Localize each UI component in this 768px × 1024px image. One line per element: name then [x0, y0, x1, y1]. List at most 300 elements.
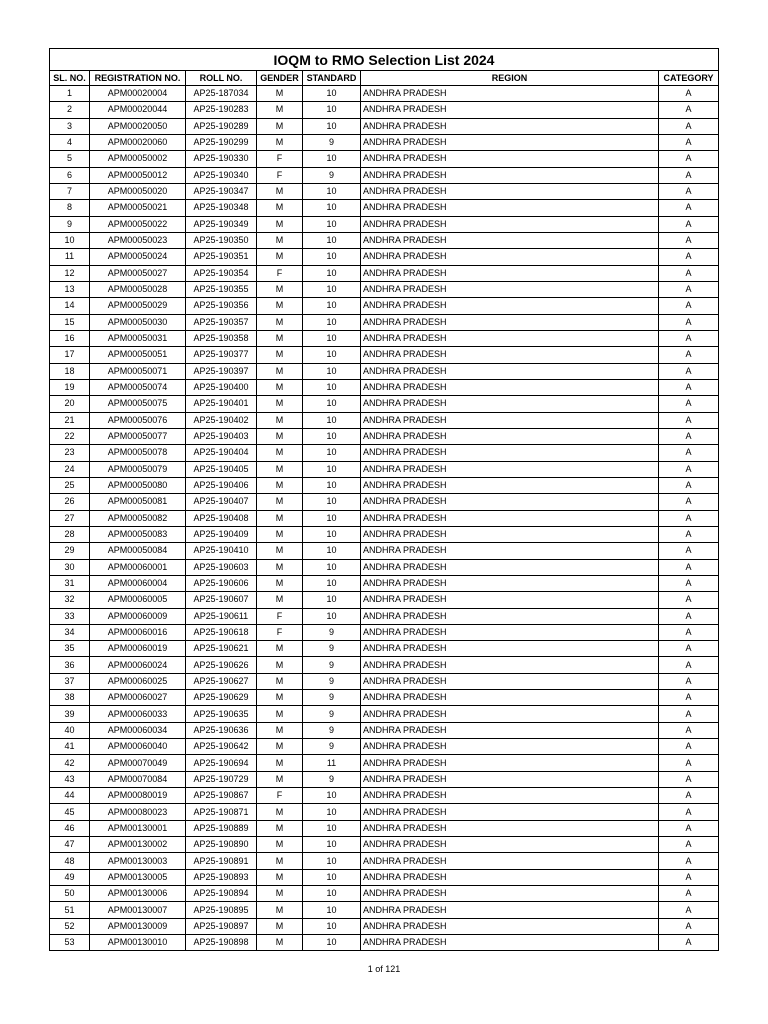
cell-category: A — [659, 837, 719, 853]
cell-roll-no: AP25-190406 — [186, 477, 257, 493]
cell-category: A — [659, 559, 719, 575]
cell-category: A — [659, 771, 719, 787]
selection-list-sheet — [49, 48, 718, 951]
cell-standard: 10 — [303, 902, 361, 918]
cell-standard: 9 — [303, 624, 361, 640]
cell-sl-no: 8 — [50, 200, 90, 216]
cell-gender: F — [257, 151, 303, 167]
cell-region: ANDHRA PRADESH — [361, 249, 659, 265]
cell-sl-no: 39 — [50, 706, 90, 722]
cell-roll-no: AP25-187034 — [186, 86, 257, 102]
cell-registration-no: APM00060005 — [90, 592, 186, 608]
cell-registration-no: APM00050078 — [90, 445, 186, 461]
cell-sl-no: 11 — [50, 249, 90, 265]
cell-registration-no: APM00050084 — [90, 543, 186, 559]
cell-standard: 10 — [303, 918, 361, 934]
cell-registration-no: APM00050080 — [90, 477, 186, 493]
cell-registration-no: APM00050079 — [90, 461, 186, 477]
cell-sl-no: 23 — [50, 445, 90, 461]
cell-category: A — [659, 167, 719, 183]
cell-category: A — [659, 314, 719, 330]
cell-region: ANDHRA PRADESH — [361, 902, 659, 918]
cell-category: A — [659, 428, 719, 444]
table-row — [50, 869, 719, 885]
cell-registration-no: APM00050002 — [90, 151, 186, 167]
cell-gender: M — [257, 379, 303, 395]
cell-registration-no: APM00060001 — [90, 559, 186, 575]
cell-gender: M — [257, 592, 303, 608]
cell-registration-no: APM00050030 — [90, 314, 186, 330]
cell-standard: 10 — [303, 869, 361, 885]
cell-sl-no: 32 — [50, 592, 90, 608]
cell-standard: 10 — [303, 363, 361, 379]
cell-sl-no: 1 — [50, 86, 90, 102]
cell-standard: 9 — [303, 641, 361, 657]
cell-gender: M — [257, 543, 303, 559]
selection-table — [49, 48, 719, 951]
cell-sl-no: 22 — [50, 428, 90, 444]
cell-sl-no: 36 — [50, 657, 90, 673]
cell-category: A — [659, 788, 719, 804]
cell-registration-no: APM00130005 — [90, 869, 186, 885]
cell-standard: 9 — [303, 690, 361, 706]
cell-region: ANDHRA PRADESH — [361, 477, 659, 493]
cell-gender: M — [257, 428, 303, 444]
cell-category: A — [659, 641, 719, 657]
table-row — [50, 853, 719, 869]
cell-sl-no: 48 — [50, 853, 90, 869]
cell-region: ANDHRA PRADESH — [361, 837, 659, 853]
cell-category: A — [659, 673, 719, 689]
cell-category: A — [659, 347, 719, 363]
cell-sl-no: 19 — [50, 379, 90, 395]
cell-category: A — [659, 918, 719, 934]
cell-category: A — [659, 575, 719, 591]
cell-roll-no: AP25-190330 — [186, 151, 257, 167]
cell-standard: 10 — [303, 298, 361, 314]
cell-roll-no: AP25-190642 — [186, 739, 257, 755]
cell-roll-no: AP25-190289 — [186, 118, 257, 134]
cell-standard: 9 — [303, 706, 361, 722]
table-row — [50, 298, 719, 314]
cell-sl-no: 20 — [50, 396, 90, 412]
cell-region: ANDHRA PRADESH — [361, 200, 659, 216]
table-row — [50, 706, 719, 722]
cell-category: A — [659, 461, 719, 477]
cell-registration-no: APM00070084 — [90, 771, 186, 787]
cell-sl-no: 38 — [50, 690, 90, 706]
cell-roll-no: AP25-190603 — [186, 559, 257, 575]
cell-registration-no: APM00050029 — [90, 298, 186, 314]
cell-category: A — [659, 820, 719, 836]
cell-registration-no: APM00060024 — [90, 657, 186, 673]
cell-category: A — [659, 755, 719, 771]
cell-standard: 9 — [303, 739, 361, 755]
cell-region: ANDHRA PRADESH — [361, 265, 659, 281]
cell-roll-no: AP25-190890 — [186, 837, 257, 853]
cell-sl-no: 24 — [50, 461, 90, 477]
cell-gender: M — [257, 771, 303, 787]
cell-category: A — [659, 477, 719, 493]
cell-standard: 10 — [303, 804, 361, 820]
table-row — [50, 624, 719, 640]
cell-sl-no: 29 — [50, 543, 90, 559]
cell-registration-no: APM00080019 — [90, 788, 186, 804]
cell-region: ANDHRA PRADESH — [361, 118, 659, 134]
cell-sl-no: 30 — [50, 559, 90, 575]
table-row — [50, 739, 719, 755]
table-row — [50, 608, 719, 624]
cell-category: A — [659, 298, 719, 314]
cell-region: ANDHRA PRADESH — [361, 298, 659, 314]
cell-region: ANDHRA PRADESH — [361, 281, 659, 297]
cell-sl-no: 15 — [50, 314, 90, 330]
cell-sl-no: 25 — [50, 477, 90, 493]
table-row — [50, 167, 719, 183]
cell-sl-no: 44 — [50, 788, 90, 804]
cell-roll-no: AP25-190358 — [186, 330, 257, 346]
cell-registration-no: APM00050021 — [90, 200, 186, 216]
table-row — [50, 690, 719, 706]
cell-registration-no: APM00050051 — [90, 347, 186, 363]
cell-roll-no: AP25-190356 — [186, 298, 257, 314]
cell-roll-no: AP25-190729 — [186, 771, 257, 787]
cell-registration-no: APM00050027 — [90, 265, 186, 281]
cell-registration-no: APM00080023 — [90, 804, 186, 820]
cell-registration-no: APM00060040 — [90, 739, 186, 755]
cell-gender: M — [257, 706, 303, 722]
cell-region: ANDHRA PRADESH — [361, 722, 659, 738]
table-row — [50, 330, 719, 346]
cell-category: A — [659, 853, 719, 869]
cell-gender: M — [257, 118, 303, 134]
cell-sl-no: 21 — [50, 412, 90, 428]
cell-region: ANDHRA PRADESH — [361, 543, 659, 559]
cell-registration-no: APM00050071 — [90, 363, 186, 379]
cell-gender: M — [257, 347, 303, 363]
cell-sl-no: 26 — [50, 494, 90, 510]
cell-standard: 10 — [303, 347, 361, 363]
table-row — [50, 755, 719, 771]
cell-standard: 10 — [303, 265, 361, 281]
cell-region: ANDHRA PRADESH — [361, 853, 659, 869]
cell-sl-no: 28 — [50, 526, 90, 542]
cell-registration-no: APM00050012 — [90, 167, 186, 183]
cell-gender: M — [257, 657, 303, 673]
cell-gender: M — [257, 461, 303, 477]
cell-roll-no: AP25-190694 — [186, 755, 257, 771]
cell-roll-no: AP25-190621 — [186, 641, 257, 657]
cell-region: ANDHRA PRADESH — [361, 428, 659, 444]
cell-registration-no: APM00050074 — [90, 379, 186, 395]
cell-gender: M — [257, 396, 303, 412]
cell-gender: M — [257, 739, 303, 755]
cell-sl-no: 51 — [50, 902, 90, 918]
cell-roll-no: AP25-190299 — [186, 134, 257, 150]
cell-sl-no: 42 — [50, 755, 90, 771]
cell-gender: M — [257, 102, 303, 118]
cell-region: ANDHRA PRADESH — [361, 935, 659, 951]
column-header-registration-no: REGISTRATION NO. — [90, 71, 186, 86]
cell-registration-no: APM00060027 — [90, 690, 186, 706]
cell-sl-no: 17 — [50, 347, 90, 363]
cell-gender: M — [257, 86, 303, 102]
cell-region: ANDHRA PRADESH — [361, 771, 659, 787]
cell-gender: M — [257, 314, 303, 330]
cell-standard: 10 — [303, 477, 361, 493]
cell-roll-no: AP25-190611 — [186, 608, 257, 624]
cell-gender: F — [257, 265, 303, 281]
column-header-region: REGION — [361, 71, 659, 86]
cell-sl-no: 16 — [50, 330, 90, 346]
cell-category: A — [659, 494, 719, 510]
cell-roll-no: AP25-190897 — [186, 918, 257, 934]
cell-gender: F — [257, 788, 303, 804]
cell-standard: 10 — [303, 853, 361, 869]
table-row — [50, 216, 719, 232]
cell-registration-no: APM00050031 — [90, 330, 186, 346]
cell-roll-no: AP25-190402 — [186, 412, 257, 428]
cell-gender: M — [257, 134, 303, 150]
cell-registration-no: APM00050082 — [90, 510, 186, 526]
table-row — [50, 118, 719, 134]
cell-registration-no: APM00050075 — [90, 396, 186, 412]
cell-roll-no: AP25-190397 — [186, 363, 257, 379]
cell-roll-no: AP25-190400 — [186, 379, 257, 395]
table-row — [50, 641, 719, 657]
cell-roll-no: AP25-190350 — [186, 232, 257, 248]
table-row — [50, 232, 719, 248]
cell-standard: 10 — [303, 396, 361, 412]
cell-roll-no: AP25-190357 — [186, 314, 257, 330]
cell-region: ANDHRA PRADESH — [361, 788, 659, 804]
cell-sl-no: 52 — [50, 918, 90, 934]
cell-roll-no: AP25-190626 — [186, 657, 257, 673]
cell-gender: M — [257, 363, 303, 379]
cell-category: A — [659, 265, 719, 281]
cell-gender: M — [257, 935, 303, 951]
cell-registration-no: APM00060033 — [90, 706, 186, 722]
cell-region: ANDHRA PRADESH — [361, 739, 659, 755]
cell-gender: M — [257, 673, 303, 689]
cell-standard: 10 — [303, 281, 361, 297]
cell-roll-no: AP25-190636 — [186, 722, 257, 738]
cell-sl-no: 12 — [50, 265, 90, 281]
table-row — [50, 379, 719, 395]
cell-region: ANDHRA PRADESH — [361, 396, 659, 412]
column-header-roll-no: ROLL NO. — [186, 71, 257, 86]
cell-gender: F — [257, 608, 303, 624]
cell-category: A — [659, 363, 719, 379]
cell-standard: 10 — [303, 412, 361, 428]
cell-sl-no: 7 — [50, 183, 90, 199]
cell-category: A — [659, 657, 719, 673]
cell-standard: 10 — [303, 183, 361, 199]
table-body — [50, 86, 719, 951]
cell-standard: 10 — [303, 575, 361, 591]
cell-standard: 10 — [303, 461, 361, 477]
cell-category: A — [659, 183, 719, 199]
cell-sl-no: 18 — [50, 363, 90, 379]
cell-region: ANDHRA PRADESH — [361, 232, 659, 248]
table-row — [50, 722, 719, 738]
table-row — [50, 543, 719, 559]
cell-standard: 9 — [303, 167, 361, 183]
cell-region: ANDHRA PRADESH — [361, 559, 659, 575]
cell-roll-no: AP25-190871 — [186, 804, 257, 820]
cell-region: ANDHRA PRADESH — [361, 869, 659, 885]
cell-standard: 10 — [303, 428, 361, 444]
cell-standard: 9 — [303, 771, 361, 787]
cell-region: ANDHRA PRADESH — [361, 363, 659, 379]
cell-category: A — [659, 543, 719, 559]
cell-roll-no: AP25-190351 — [186, 249, 257, 265]
cell-standard: 10 — [303, 330, 361, 346]
cell-gender: M — [257, 886, 303, 902]
cell-gender: M — [257, 641, 303, 657]
cell-registration-no: APM00130010 — [90, 935, 186, 951]
cell-category: A — [659, 886, 719, 902]
cell-registration-no: APM00130001 — [90, 820, 186, 836]
cell-gender: F — [257, 624, 303, 640]
cell-standard: 10 — [303, 249, 361, 265]
table-row — [50, 477, 719, 493]
cell-roll-no: AP25-190606 — [186, 575, 257, 591]
cell-roll-no: AP25-190895 — [186, 902, 257, 918]
cell-standard: 10 — [303, 86, 361, 102]
cell-region: ANDHRA PRADESH — [361, 608, 659, 624]
cell-gender: M — [257, 494, 303, 510]
cell-category: A — [659, 608, 719, 624]
cell-sl-no: 13 — [50, 281, 90, 297]
table-row — [50, 151, 719, 167]
cell-category: A — [659, 902, 719, 918]
cell-registration-no: APM00020004 — [90, 86, 186, 102]
cell-roll-no: AP25-190283 — [186, 102, 257, 118]
cell-category: A — [659, 249, 719, 265]
cell-gender: M — [257, 575, 303, 591]
cell-category: A — [659, 592, 719, 608]
cell-standard: 9 — [303, 722, 361, 738]
cell-registration-no: APM00060025 — [90, 673, 186, 689]
cell-category: A — [659, 739, 719, 755]
table-row — [50, 771, 719, 787]
cell-gender: M — [257, 690, 303, 706]
cell-roll-no: AP25-190377 — [186, 347, 257, 363]
cell-registration-no: APM00050022 — [90, 216, 186, 232]
cell-category: A — [659, 232, 719, 248]
cell-standard: 10 — [303, 494, 361, 510]
cell-standard: 10 — [303, 379, 361, 395]
cell-region: ANDHRA PRADESH — [361, 216, 659, 232]
cell-sl-no: 3 — [50, 118, 90, 134]
cell-category: A — [659, 330, 719, 346]
cell-sl-no: 27 — [50, 510, 90, 526]
cell-sl-no: 37 — [50, 673, 90, 689]
cell-registration-no: APM00050020 — [90, 183, 186, 199]
table-row — [50, 347, 719, 363]
table-row — [50, 314, 719, 330]
cell-sl-no: 34 — [50, 624, 90, 640]
cell-category: A — [659, 379, 719, 395]
cell-sl-no: 41 — [50, 739, 90, 755]
cell-region: ANDHRA PRADESH — [361, 755, 659, 771]
table-row — [50, 804, 719, 820]
cell-standard: 10 — [303, 314, 361, 330]
cell-category: A — [659, 804, 719, 820]
cell-registration-no: APM00070049 — [90, 755, 186, 771]
cell-category: A — [659, 869, 719, 885]
cell-sl-no: 43 — [50, 771, 90, 787]
cell-region: ANDHRA PRADESH — [361, 706, 659, 722]
table-row — [50, 494, 719, 510]
cell-sl-no: 2 — [50, 102, 90, 118]
cell-standard: 9 — [303, 673, 361, 689]
cell-gender: M — [257, 722, 303, 738]
cell-region: ANDHRA PRADESH — [361, 314, 659, 330]
cell-standard: 10 — [303, 526, 361, 542]
cell-roll-no: AP25-190349 — [186, 216, 257, 232]
cell-region: ANDHRA PRADESH — [361, 886, 659, 902]
cell-category: A — [659, 86, 719, 102]
page-title: IOQM to RMO Selection List 2024 — [50, 49, 719, 71]
table-row — [50, 265, 719, 281]
cell-gender: M — [257, 330, 303, 346]
cell-gender: M — [257, 510, 303, 526]
cell-registration-no: APM00130007 — [90, 902, 186, 918]
table-row — [50, 102, 719, 118]
table-row — [50, 363, 719, 379]
cell-roll-no: AP25-190355 — [186, 281, 257, 297]
cell-gender: M — [257, 249, 303, 265]
cell-sl-no: 53 — [50, 935, 90, 951]
cell-region: ANDHRA PRADESH — [361, 592, 659, 608]
cell-gender: M — [257, 281, 303, 297]
cell-roll-no: AP25-190898 — [186, 935, 257, 951]
table-row — [50, 445, 719, 461]
cell-region: ANDHRA PRADESH — [361, 102, 659, 118]
cell-registration-no: APM00050023 — [90, 232, 186, 248]
cell-registration-no: APM00060034 — [90, 722, 186, 738]
cell-region: ANDHRA PRADESH — [361, 690, 659, 706]
cell-sl-no: 31 — [50, 575, 90, 591]
cell-standard: 10 — [303, 118, 361, 134]
cell-sl-no: 6 — [50, 167, 90, 183]
cell-category: A — [659, 216, 719, 232]
cell-sl-no: 14 — [50, 298, 90, 314]
cell-sl-no: 9 — [50, 216, 90, 232]
cell-standard: 10 — [303, 608, 361, 624]
cell-registration-no: APM00050028 — [90, 281, 186, 297]
cell-gender: M — [257, 412, 303, 428]
cell-region: ANDHRA PRADESH — [361, 330, 659, 346]
cell-standard: 10 — [303, 445, 361, 461]
cell-standard: 10 — [303, 837, 361, 853]
cell-registration-no: APM00020050 — [90, 118, 186, 134]
cell-registration-no: APM00060019 — [90, 641, 186, 657]
cell-sl-no: 50 — [50, 886, 90, 902]
cell-gender: M — [257, 837, 303, 853]
table-row — [50, 886, 719, 902]
cell-roll-no: AP25-190618 — [186, 624, 257, 640]
table-row — [50, 918, 719, 934]
table-row — [50, 820, 719, 836]
cell-gender: M — [257, 298, 303, 314]
cell-region: ANDHRA PRADESH — [361, 673, 659, 689]
cell-region: ANDHRA PRADESH — [361, 445, 659, 461]
cell-region: ANDHRA PRADESH — [361, 526, 659, 542]
column-header-sl-no: SL. NO. — [50, 71, 90, 86]
